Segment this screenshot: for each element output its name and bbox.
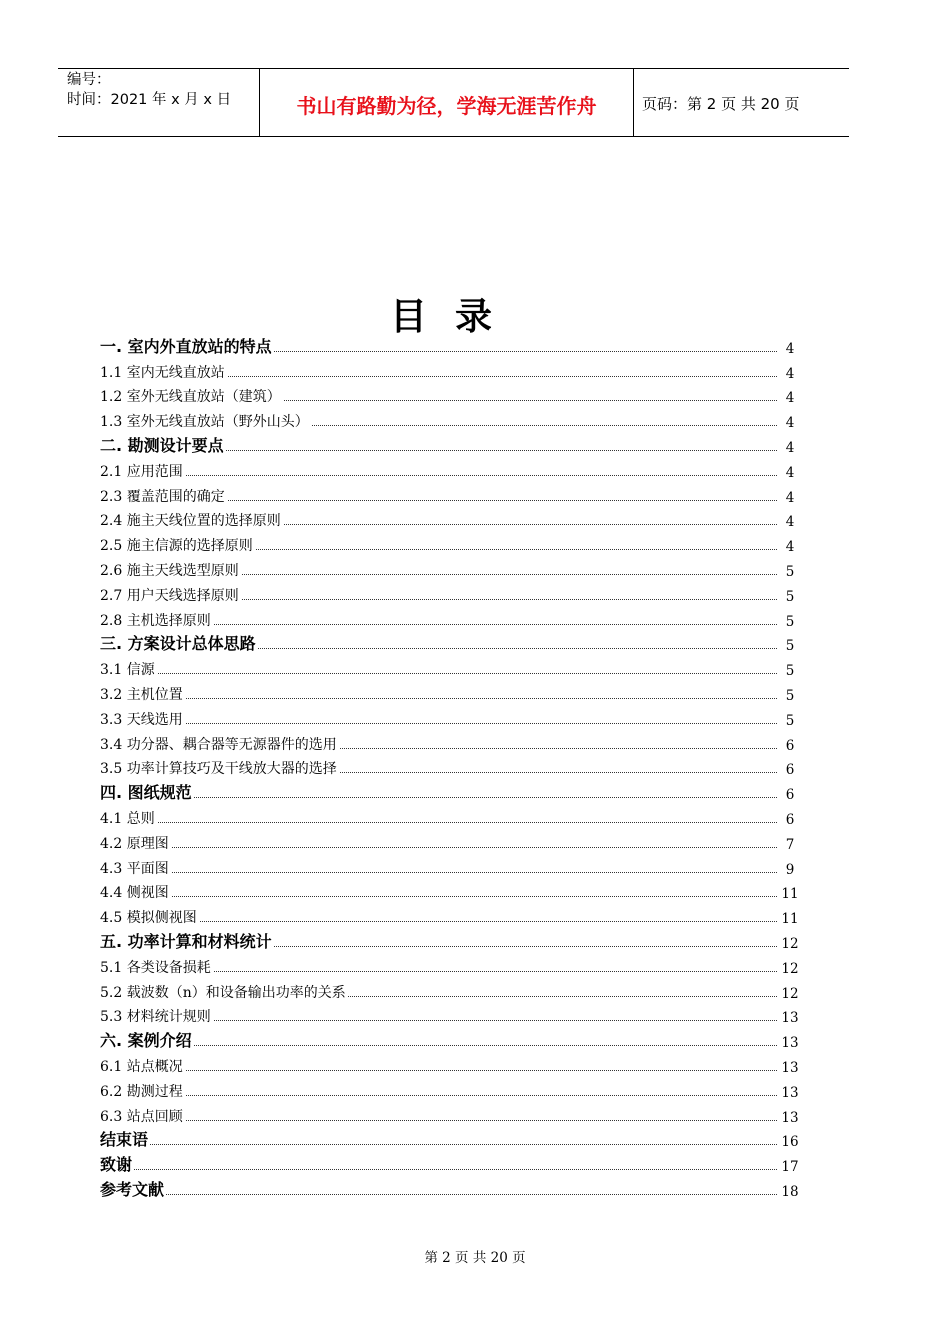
toc-entry[interactable] [100,408,803,433]
toc-entry[interactable] [100,805,803,830]
toc-entry-page: 4 [777,415,803,431]
toc-entry[interactable] [100,1177,803,1202]
toc-leader-dots [100,673,779,674]
toc-entry-page: 11 [777,886,803,902]
toc-entry-page: 5 [777,638,803,654]
toc-entry-label: 3.5 功率计算技巧及干线放大器的选择 [100,758,339,778]
toc-entry[interactable] [100,855,803,880]
toc-entry-page: 5 [777,713,803,729]
toc-entry[interactable] [100,681,803,706]
toc-entry[interactable] [100,1004,803,1029]
toc-entry-page: 4 [777,341,803,357]
toc-leader-dots [100,1194,779,1195]
toc-entry-page: 4 [777,440,803,456]
toc-entry-page: 4 [777,514,803,530]
toc-leader-dots [100,1095,779,1096]
toc-entry-label: 3.3 天线选用 [100,709,185,729]
toc-entry-page: 5 [777,589,803,605]
toc-entry-page: 13 [777,1060,803,1076]
toc-leader-dots [100,1045,779,1046]
toc-entry-page: 7 [777,837,803,853]
toc-entry[interactable] [100,706,803,731]
toc-entry-page: 4 [777,490,803,506]
toc-entry-page: 5 [777,564,803,580]
toc-entry-label: 2.1 应用范围 [100,461,185,481]
toc-entry[interactable] [100,880,803,905]
toc-leader-dots [100,1144,779,1145]
toc-entry-page: 6 [777,812,803,828]
toc-entry[interactable] [100,359,803,384]
toc-entry-page: 18 [777,1184,803,1200]
toc-entry[interactable] [100,780,803,805]
toc-entry-page: 4 [777,465,803,481]
toc-entry[interactable] [100,731,803,756]
toc-entry-page: 12 [777,986,803,1002]
toc-entry-label: 4.3 平面图 [100,858,171,878]
toc-entry-label: 结束语 [100,1127,150,1150]
toc-entry-label: 1.3 室外无线直放站（野外山头） [100,411,311,431]
toc-leader-dots [100,698,779,699]
toc-entry[interactable] [100,1128,803,1153]
header-time-label: 时间：2021 年 x 月 x 日 [67,92,232,108]
toc-entry-page: 13 [777,1110,803,1126]
toc-entry[interactable] [100,508,803,533]
toc-entry-label: 6.2 勘测过程 [100,1081,185,1101]
toc-leader-dots [100,1070,779,1071]
toc-entry-label: 3.1 信源 [100,659,157,679]
toc-entry-page: 12 [777,961,803,977]
toc-entry-page: 5 [777,614,803,630]
toc-entry[interactable] [100,979,803,1004]
toc-entry-label: 参考文献 [100,1177,166,1200]
toc-entry[interactable] [100,1028,803,1053]
toc-entry[interactable] [100,1152,803,1177]
toc-entry[interactable] [100,334,803,359]
toc-leader-dots [100,822,779,823]
toc-leader-dots [100,921,779,922]
toc-entry-label: 三. 方案设计总体思路 [100,631,258,654]
toc-entry-page: 12 [777,936,803,952]
toc-entry-label: 2.8 主机选择原则 [100,610,213,630]
header-page-label: 页码：第 2 页 共 20 页 [642,95,800,113]
toc-entry-label: 2.5 施主信源的选择原则 [100,535,255,555]
toc-entry-label: 6.1 站点概况 [100,1056,185,1076]
header-meta [67,70,231,110]
toc-leader-dots [100,723,779,724]
toc-entry-label: 二. 勘测设计要点 [100,433,226,456]
toc-entry-page: 6 [777,762,803,778]
toc-entry[interactable] [100,532,803,557]
header-bottom-rule [58,136,849,137]
toc-entry[interactable] [100,433,803,458]
toc-leader-dots [100,1169,779,1170]
header-motto: 书山有路勤为径，学海无涯苦作舟 [296,94,597,118]
toc-entry[interactable] [100,458,803,483]
toc-entry-label: 2.4 施主天线位置的选择原则 [100,510,283,530]
toc-entry-label: 2.6 施主天线选型原则 [100,560,241,580]
toc-entry-page: 5 [777,663,803,679]
toc-entry-label: 2.3 覆盖范围的确定 [100,486,227,506]
toc-entry-label: 5.2 载波数（n）和设备输出功率的关系 [100,982,348,1002]
toc-entry-label: 致谢 [100,1152,134,1175]
toc-entry-page: 5 [777,688,803,704]
toc-entry-label: 1.1 室内无线直放站 [100,362,227,382]
toc-entry[interactable] [100,607,803,632]
table-of-contents [100,334,803,1202]
toc-entry-label: 3.2 主机位置 [100,684,185,704]
toc-leader-dots [100,847,779,848]
toc-entry[interactable] [100,1053,803,1078]
toc-entry[interactable] [100,632,803,657]
toc-entry-page: 17 [777,1159,803,1175]
toc-entry[interactable] [100,954,803,979]
toc-entry-page: 16 [777,1134,803,1150]
toc-entry-label: 6.3 站点回顾 [100,1106,185,1126]
toc-entry[interactable] [100,929,803,954]
toc-entry-label: 2.7 用户天线选择原则 [100,585,241,605]
toc-entry-page: 9 [777,862,803,878]
toc-entry-label: 1.2 室外无线直放站（建筑） [100,386,283,406]
page-footer: 第 2 页 共 20 页 [424,1250,526,1266]
toc-entry[interactable] [100,1103,803,1128]
toc-entry-label: 4.1 总则 [100,808,157,828]
toc-entry-label: 3.4 功分器、耦合器等无源器件的选用 [100,734,339,754]
toc-entry-label: 4.2 原理图 [100,833,171,853]
toc-entry[interactable] [100,483,803,508]
toc-entry[interactable] [100,582,803,607]
toc-leader-dots [100,797,779,798]
toc-entry-page: 4 [777,366,803,382]
toc-entry[interactable] [100,904,803,929]
header-divider-right [633,68,634,136]
toc-entry[interactable] [100,830,803,855]
toc-leader-dots [100,872,779,873]
toc-entry-label: 六. 案例介绍 [100,1028,194,1051]
toc-entry-page: 13 [777,1010,803,1026]
toc-entry-page: 13 [777,1035,803,1051]
toc-entry-page: 11 [777,911,803,927]
toc-entry[interactable] [100,756,803,781]
toc-entry-label: 5.1 各类设备损耗 [100,957,213,977]
toc-entry-label: 4.4 侧视图 [100,882,171,902]
toc-entry-label: 一. 室内外直放站的特点 [100,334,274,357]
toc-entry[interactable] [100,557,803,582]
toc-leader-dots [100,475,779,476]
toc-entry-page: 6 [777,787,803,803]
toc-entry-page: 4 [777,390,803,406]
toc-entry[interactable] [100,384,803,409]
toc-leader-dots [100,1120,779,1121]
toc-entry-page: 6 [777,738,803,754]
toc-entry[interactable] [100,1078,803,1103]
toc-entry-label: 5.3 材料统计规则 [100,1006,213,1026]
page-title: 目录 [390,295,520,338]
toc-entry[interactable] [100,656,803,681]
toc-entry-label: 四. 图纸规范 [100,780,194,803]
toc-leader-dots [100,896,779,897]
toc-entry-page: 13 [777,1085,803,1101]
toc-entry-label: 4.5 模拟侧视图 [100,907,199,927]
header-number-label: 编号： [67,72,111,88]
toc-entry-page: 4 [777,539,803,555]
header-top-rule [58,68,849,69]
toc-entry-label: 五. 功率计算和材料统计 [100,929,274,952]
